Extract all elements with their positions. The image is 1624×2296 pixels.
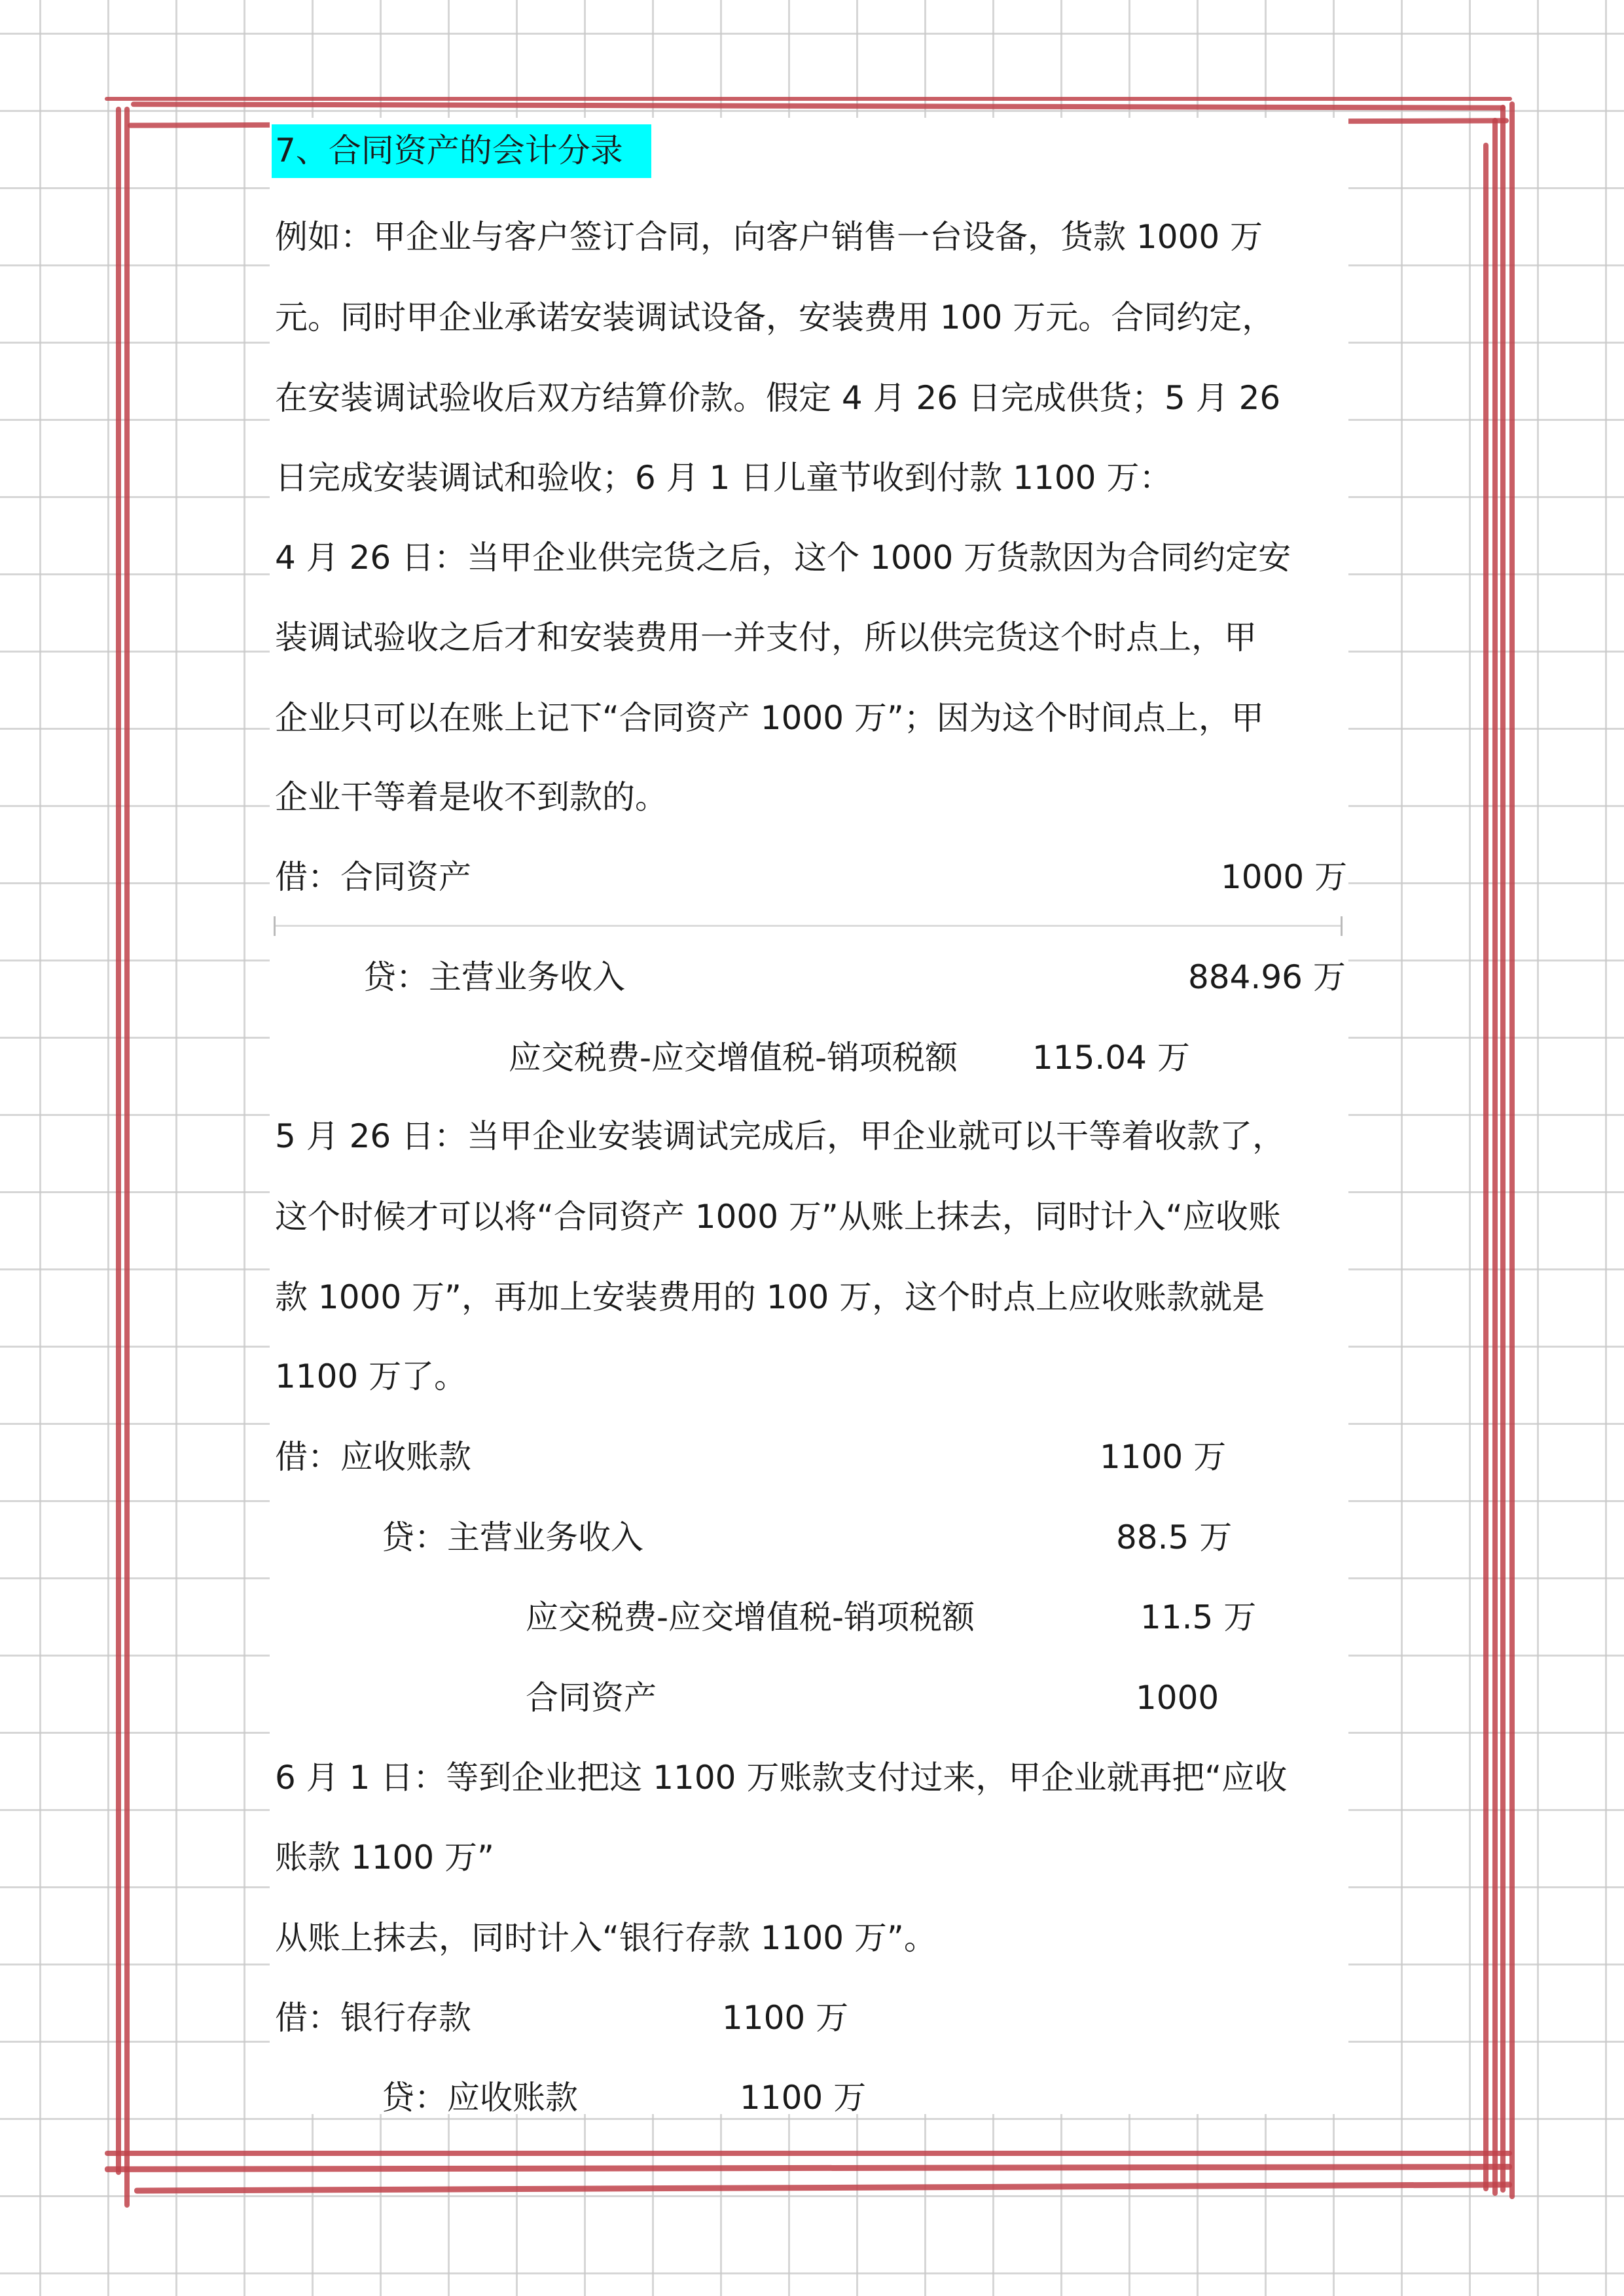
may26-line: 5 月 26 日：当甲企业安装调试完成后，甲企业就可以干等着收款了，: [275, 1117, 1286, 1155]
may26-credit1-label: 贷：主营业务收入: [382, 1518, 643, 1556]
may26-credit2-label: 应交税费-应交增值税-销项税额: [526, 1598, 975, 1636]
frame-right-3: [1500, 105, 1506, 2193]
jun1-debit-amount: 1100 万: [722, 1999, 849, 2037]
jun1-line: 从账上抹去，同时计入“银行存款 1100 万”。: [275, 1919, 937, 1957]
may26-credit2-amount: 11.5 万: [1140, 1598, 1257, 1636]
intro-line: 日完成安装调试和验收；6 月 1 日儿童节收到付款 1100 万：: [275, 459, 1172, 497]
frame-right-1: [1483, 143, 1489, 2191]
apr26-credit1-amount: 884.96 万: [1188, 958, 1346, 996]
frame-bottom-2: [105, 2164, 1512, 2172]
may26-debit-label: 借：应收账款: [275, 1438, 471, 1476]
frame-right-2: [1492, 118, 1498, 2196]
apr26-debit-amount: 1000 万: [1221, 858, 1348, 896]
intro-line: 在安装调试验收后双方结算价款。假定 4 月 26 日完成供货；5 月 26: [275, 379, 1281, 417]
apr26-debit-label: 借：合同资产: [275, 858, 471, 896]
frame-left-2: [124, 107, 130, 2208]
frame-left-1: [116, 107, 121, 2175]
may26-line: 1100 万了。: [275, 1357, 467, 1395]
jun1-credit1-label: 贷：应收账款: [382, 2079, 578, 2117]
apr26-line: 企业只可以在账上记下“合同资产 1000 万”；因为这个时间点上，甲: [275, 699, 1264, 737]
may26-debit-amount: 1100 万: [1100, 1438, 1227, 1476]
may26-credit3-amount: 1000: [1136, 1679, 1219, 1717]
frame-bottom-1: [105, 2151, 1512, 2156]
jun1-debit-label: 借：银行存款: [275, 1999, 471, 2037]
frame-top-outer: [105, 97, 1512, 101]
apr26-credit2-label: 应交税费-应交增值税-销项税额: [509, 1039, 958, 1077]
section-title: 7、合同资产的会计分录: [275, 132, 623, 170]
frame-bottom-3: [134, 2181, 1512, 2193]
intro-line: 例如：甲企业与客户签订合同，向客户销售一台设备，货款 1000 万: [275, 218, 1263, 256]
frame-right-4: [1509, 101, 1515, 2199]
apr26-credit2-amount: 115.04 万: [1032, 1039, 1190, 1077]
intro-line: 元。同时甲企业承诺安装调试设备，安装费用 100 万元。合同约定，: [275, 298, 1275, 336]
apr26-line: 企业干等着是收不到款的。: [275, 778, 668, 816]
may26-credit1-amount: 88.5 万: [1116, 1518, 1233, 1556]
may26-line: 款 1000 万”，再加上安装费用的 100 万，这个时点上应收账款就是: [275, 1278, 1265, 1316]
apr26-line: 4 月 26 日：当甲企业供完货之后，这个 1000 万货款因为合同约定安: [275, 539, 1291, 577]
may26-credit3-label: 合同资产: [526, 1679, 657, 1717]
frame-top-mid: [131, 101, 1506, 110]
jun1-line: 账款 1100 万”: [275, 1839, 494, 1876]
jun1-credit1-amount: 1100 万: [740, 2079, 867, 2117]
may26-line: 这个时候才可以将“合同资产 1000 万”从账上抹去，同时计入“应收账: [275, 1198, 1281, 1236]
apr26-credit1-label: 贷：主营业务收入: [363, 958, 625, 996]
page-break-marker-right: [1341, 916, 1343, 936]
page-break-divider: [275, 925, 1342, 927]
apr26-line: 装调试验收之后才和安装费用一并支付，所以供完货这个时点上，甲: [275, 619, 1257, 656]
jun1-line: 6 月 1 日：等到企业把这 1100 万账款支付过来，甲企业就再把“应收: [275, 1759, 1288, 1797]
page-break-marker-left: [274, 916, 276, 936]
